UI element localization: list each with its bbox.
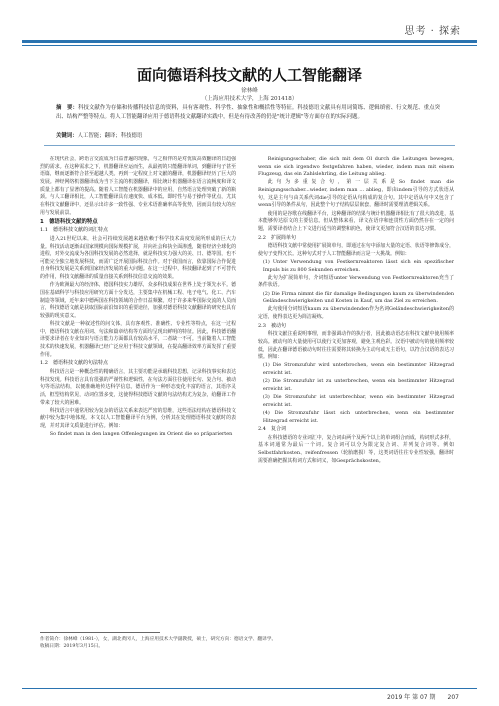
author-name: 徐林峰 bbox=[241, 88, 258, 94]
page-number: 207 bbox=[447, 694, 459, 701]
abstract-text: 科技文献作为存储和传播科技信息的资料，具有客观性、科学性、抽象性和概括性等特征。科技德语文献具有用词简练、逻辑缜密、行文规范、重点突出、结构严整等特点。将人工智能翻译应用于德语科技文献翻译实践中，但是有待改善的仍是"统计逻辑"等方面存在的实际问题。 bbox=[56, 105, 440, 120]
footnote-rule bbox=[40, 632, 160, 633]
footer-rule bbox=[22, 688, 477, 689]
body-paragraph: Reinigungsschaber, die sich mit dem Öl durch die Leitungen bewegen, wenn sie sich irgendwo festgefahren haben, wieder, indem man mit einem Flugzeug, das ein Zahlslehrling, die Leitung ablieg. bbox=[258, 156, 454, 178]
body-paragraph: 此句为扩展简单句，介词短语unter Verwendung von Festkernreaktoren充当了条件状语。 bbox=[258, 274, 454, 289]
body-paragraph: 在科技德语的专业词汇中，复合词由两个及两个以上的单词组合而成，构词形式多样，基本词通常为最后一个词。复合词可以分为限定复合词、并列复合词等。例如Selbstfahrkosten、reifenfressen（轮胎磨损）等，这类词语往往专业性较强，翻译时需要准确把握其构词方式和词义，如Gesprächskosten。 bbox=[258, 434, 454, 464]
section-heading: 1 德语科技文献的特点 bbox=[40, 219, 98, 226]
body-paragraph: 科技文献注重说明事理，而非强调动作的执行者，因此被动语态在科技文献中使用频率较高。被动句的大量使用可以使行文更加客观，避免主观色彩。汉语中被动句的使用频率较低，因此在翻译德语被动句时往往需要将其转换为主动句或无主语句，以符合汉语的表达习惯。例如： bbox=[258, 331, 454, 361]
keywords bbox=[56, 132, 440, 141]
section-heading: 1.2 德语科技文献的句法特点 bbox=[40, 360, 108, 367]
header-rule-thin bbox=[22, 45, 477, 46]
issue-label: 2019 年 第 07 期 bbox=[387, 694, 436, 701]
footnote bbox=[40, 636, 290, 651]
body-paragraph: 科技文献是一种叙述性的问文体，具有客观性、准确性、专业性等特点，在这一过程中，德语科技文献在用词、句法和篇章结构等方面均呈现出鲜明的特征。因此，科技德语翻译要求译者在专业知识与语言能力方面都具有较高水平，二者缺一不可。当前随着人工智能技术的快速发展，机器翻译已经广泛应用于科技文献领域，在提高翻译效率方面发挥了重要作用。 bbox=[40, 321, 236, 358]
footnote-date-line: 收稿日期：2019年3月15日。 bbox=[40, 644, 104, 650]
body-column-right bbox=[258, 156, 454, 676]
footnote-author-line: 作者简介：徐林峰（1981-），女，湖北黄冈人，上海应用技术大学副教授，硕士，研究方向：德语文学、翻译学。 bbox=[40, 637, 277, 642]
body-paragraph: 科技语言是一种概念性的精确语言，其主要功能是承载科技思想，记录科技事实和表达科技发现。科技语言具有很强的严谨性和逻辑性，在句法方面往往使用长句、复合句、被动句等语法结构，以便准确地传达科学信息。德语作为一种形态变化丰富的语言，其语序灵活，框型结构常见，动词位置多变，这使得科技德语文献的句法结构尤为复杂，给翻译工作带来了较大的困难。 bbox=[40, 368, 236, 406]
body-paragraph: (2) Die Stromzufuhr ist zu unterbrechen, wenn ein bestimmter Hitzegrad erreicht ist. bbox=[262, 378, 454, 392]
body-paragraph: 此句使用分词短语kaum zu überwindenden作为名词Geländeschwierigkeiten的定语，使得表达更为简洁凝练。 bbox=[258, 306, 454, 321]
body-paragraph: 德语科技文献中常使用扩展简单句，即通过在句中添加大量的定语、状语等修饰成分，使句子变得冗长。这种句式对于人工智能翻译而言是一大挑战。例如： bbox=[258, 243, 454, 257]
section-heading: 2.4 复合词 bbox=[258, 426, 286, 433]
body-paragraph: (4) Die Stromzufuhr lässt sich unterbrechen, wenn ein bestimmter Hitzegrad erreicht ist. bbox=[262, 409, 454, 424]
body-paragraph: 此句为多重复合句，第一层关系是So findet man die Reinigungsschaber...wieder, indem man ... ablieg，即由indem引导的方式状语从句，这是主句与由关系代词die引导的定语从句构成的复合句。其中定语从句中又包含了wenn引导的条件从句，因此整个句子结构层层嵌套，翻译时需要理清逻辑关系。 bbox=[258, 179, 454, 209]
body-paragraph: 科技语言中通常用较为复杂的语法关系来表达严密的思维，这些语法结构在德语科技文献中较为集中地体现。本文以人工智能翻译平台为例，分析其在处理德语科技文献时的表现，并对其译文质量进行评估。例如： bbox=[40, 407, 236, 430]
body-column-left bbox=[40, 156, 236, 628]
body-paragraph: 使用的是谷歌在线翻译平台，这种翻译的结果与统计机器翻译相比有了很大的改进，基本能够传达原文的主要信息。但从整体来看，译文在语序和连贯性方面仍然存在一定的问题，需要译者结合上下文进行适当的调整和润色，使译文更加符合汉语的表达习惯。 bbox=[258, 210, 454, 232]
section-heading: 2.3 被动句 bbox=[258, 322, 286, 329]
body-paragraph: (3) Die Stromzufuhr ist unterbrechbar, wenn ein bestimmter Hitzegrad erreicht ist. bbox=[262, 394, 454, 408]
abstract bbox=[56, 104, 440, 121]
author-affiliation: （上海应用技术大学，上海 201418） bbox=[201, 96, 298, 102]
article-title: 面向德语科技文献的人工智能翻译 bbox=[136, 66, 362, 84]
body-paragraph: (2) Die Firma nimmt die für damalige Bedingungen kaum zu überwindenden Geländeschwierigkeiten und Kosten in Kauf, um das Ziel zu erreichen. bbox=[262, 290, 454, 305]
body-paragraph: 在现代社会，跨语言交流成为日益普遍的现象，与之相伴的是对优质高效翻译的日趋强烈的需求。在这种需求之下，机器翻译应运而生，从最初的只能翻译单词，到翻译句子甚至语篇，继而逐渐符合甚至超越人类。再到一定程度上对文献的翻译，机器翻译经历了巨大的发展。神经网络机器翻译成为当下主流的机器翻译，相比统计机器翻译在语言流畅度和译文质量上都有了显著的提高。随着人工智能在机器翻译中的应用，自然语言处理突破了新的瓶颈。与人工翻译相比，人工智能翻译具有速度快、成本低、即时性与易于操作等优点，尤其在科技文献翻译中，还显示出许多一致性强、专业术语准确率高等优势，因而具有较大的应用与发展前景。 bbox=[40, 156, 236, 216]
keywords-text: 人工智能；翻译；科技德语 bbox=[77, 133, 143, 139]
body-paragraph: 进入21世纪以来，社会可持续发展越来越依赖于科学技术高度发展所形成的巨大力量。科技活动逐渐由国家规模向国际规模扩展，并向社会和执全面渗透，随着经济全球化的进程，对外交流成为各国科技发展的必然选择，就是科技实力强大的美、日、德等国，也不可能完全独立地发展科技，而需广泛开展国际科技合作。对于我国而言，依靠国际合作促进自身科技发展是关系到国家经济发展的重大问题。在这一过程中，科技翻译起到了不可替代的作用，科技文献翻译的质量直接关系到科技信息交流的效果。 bbox=[40, 235, 236, 281]
section-header: 思考 · 探索 bbox=[404, 26, 461, 37]
page-footer bbox=[387, 692, 459, 701]
section-heading: 2.2 扩展简单句 bbox=[258, 234, 296, 241]
keywords-label: 关键词： bbox=[56, 133, 78, 139]
header-rule bbox=[22, 40, 477, 43]
body-paragraph: (1) Unter Verwendung von Festkernreaktoren lässt sich ein spezifischer Impuls bis zu 800 Sekunden erreichen. bbox=[262, 258, 454, 273]
body-paragraph: 作为欧洲最大的经济体，德国科技实力雄厚，众多科技成果在世界上处于领先水平。德国在基础科学与科技应用研究方面十分发达，主要集中在机械工程、电子电气、化工、汽车制造等领域，近年来中德两国在科技领域的合作日益频繁。对于许多来华国际交流的人员而言，科技德语文献是获取国际前沿知识的重要途径，加强对德语科技文献翻译的研究也具有较强的现实意义。 bbox=[40, 282, 236, 319]
body-paragraph: So findet man in den langen Offenlegungen im Orient die so präparierten bbox=[49, 431, 233, 438]
abstract-label: 摘 要： bbox=[56, 105, 78, 111]
body-paragraph: (1) Die Stromzufuhr wird unterbrochen, wenn ein bestimmter Hitzegrad erreicht ist. bbox=[262, 362, 454, 377]
abstract-divider bbox=[44, 145, 455, 146]
section-heading: 1.1 德语科技文献的词汇特点 bbox=[40, 227, 108, 234]
